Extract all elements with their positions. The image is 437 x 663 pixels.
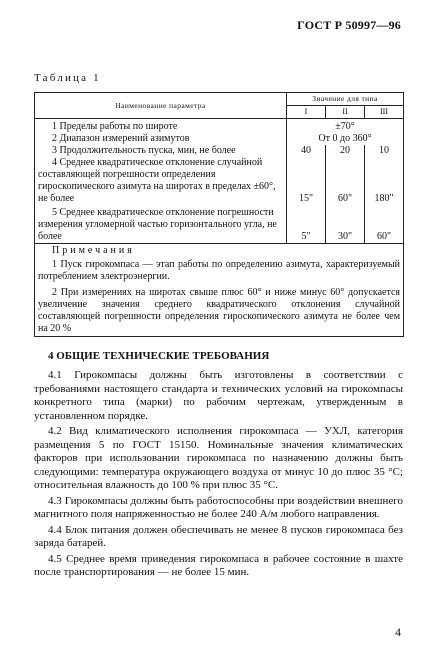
column-header-type-2: II [326,106,365,119]
paragraph-4-5: 4.5 Среднее время приведения гирокомпаса в рабочее состояние в шахте после транспортирования — не более 15 мин. [34,552,403,578]
table-caption: Таблица 1 [34,72,101,84]
row-value-type-3: 60" [365,205,404,244]
row-value-merged: От 0 до 360° [287,133,404,145]
section-body [34,369,403,582]
row-value-type-3: 10 [365,145,404,157]
table-row [35,119,404,134]
note-1: 1 Пуск гирокомпаса — этап работы по определению азимута, характеризуемый потреблением электроэнергии. [38,259,401,282]
paragraph-4-3: 4.3 Гирокомпасы должны быть работоспособны при воздействии внешнего магнитного поля напряженностью не более 240 А/м любого направления. [34,494,403,520]
table-row [35,133,404,145]
paragraph-4-4: 4.4 Блок питания должен обеспечивать не менее 8 пусков гирокомпаса без заряда батарей. [34,523,403,549]
column-header-type-3: III [365,106,404,119]
row-value-type-2: 60" [326,157,365,205]
row-label: 5 Среднее квадратическое отклонение погрешности измерения угломерной частью горизонтального угла, не более [38,207,277,242]
document-code: ГОСТ Р 50997—96 [297,18,401,32]
column-header-value: Значение для типа [287,93,404,106]
table-notes-row [35,244,404,337]
table-row [35,145,404,157]
row-value-type-1: 40 [287,145,326,157]
column-header-parameter: Наименование параметра [35,93,287,119]
row-value-type-1: 5" [287,205,326,244]
row-value-type-3: 180" [365,157,404,205]
row-label: 3 Продолжительность пуска, мин, не более [52,145,236,156]
row-value-type-1: 15" [287,157,326,205]
table-row [35,157,404,205]
section-heading: 4 ОБЩИЕ ТЕХНИЧЕСКИЕ ТРЕБОВАНИЯ [48,350,270,362]
row-label: 2 Диапазон измерений азимутов [52,133,190,144]
note-2: 2 При измерениях на широтах свыше плюс 60° и ниже минус 60° допускается увеличение значения среднего квадратического отклонения случайной составляющей погрешности определения гироскопического азимута не более чем на 20 % [38,287,401,334]
page-number: 4 [395,625,401,639]
row-value-type-2: 20 [326,145,365,157]
paragraph-4-2: 4.2 Вид климатического исполнения гирокомпаса — УХЛ, категория размещения 5 по ГОСТ 15150. Номинальные значения климатических факторов при использовании гирокомпаса по назначению должны быть следующими: температура окружающего воздуха от минус 10 до плюс 35 °С; относительная влажность до 100 % при плюс 35 °С. [34,425,403,491]
table-row [35,205,404,244]
parameters-table [34,92,404,337]
row-label: 1 Пределы работы по широте [52,121,178,132]
row-value-merged: ±70° [287,119,404,134]
column-header-type-1: I [287,106,326,119]
row-label: 4 Среднее квадратическое отклонение случайной составляющей погрешности определения гироскопического азимута на широтах в пределах ±60°, не более [38,157,276,204]
row-value-type-2: 30" [326,205,365,244]
paragraph-4-1: 4.1 Гирокомпасы должны быть изготовлены в соответствии с требованиями настоящего стандарта и технических условий на гирокомпасы конкретного типа (марки) по рабочим чертежам, утвержденным в установленном порядке. [34,369,403,422]
notes-heading: Примечания [52,245,135,256]
